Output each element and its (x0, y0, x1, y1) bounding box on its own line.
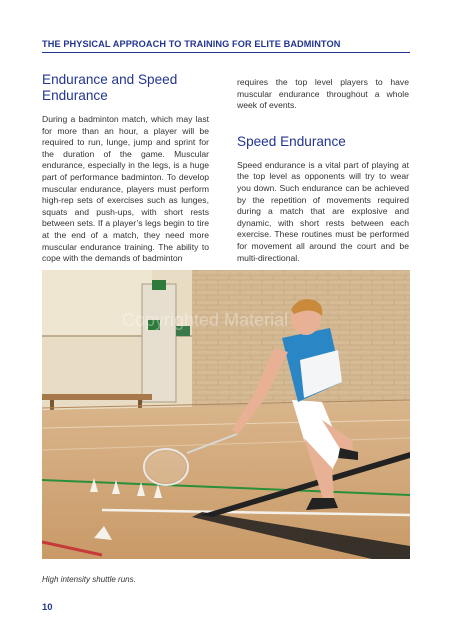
running-head: THE PHYSICAL APPROACH TO TRAINING FOR ELITE BADMINTON (42, 39, 341, 49)
heading-speed-endurance: Speed Endurance (237, 133, 346, 149)
heading-endurance: Endurance and Speed Endurance (42, 72, 178, 103)
paragraph-endurance-continued: requires the top level players to have muscular endurance throughout a whole week of events. (237, 77, 409, 111)
photo-badminton-player (42, 270, 410, 559)
page-number: 10 (42, 602, 53, 613)
header-rule (42, 52, 410, 53)
paragraph-speed-endurance: Speed endurance is a vital part of playing at the top level as opponents will try to wear you down. Such endurance can be achieved by the repetition of movements required during a match that are explosive and dynamic, with short rests between each exercise. These routines must be performed for movement all around the court and be multi-directional. (237, 159, 409, 263)
watermark-text: Copyrighted Material (122, 310, 289, 330)
right-column (237, 77, 409, 264)
paragraph-endurance: During a badminton match, which may last for more than an hour, a player will be required to run, lunge, jump and sprint for the duration of the game. Muscular endurance, especially in the legs, is a huge part of performance badminton. To develop muscular endurance, players must perform high-rep sets of exercises such as lunges, squats and push-ups, with short rests between sets. If a player’s legs begin to tire at the end of a match, they need more muscular endurance training. The ability to cope with the demands of badminton (42, 114, 209, 264)
photo-illustration (42, 270, 410, 559)
left-column (42, 72, 209, 265)
figure-caption: High intensity shuttle runs. (42, 575, 136, 584)
